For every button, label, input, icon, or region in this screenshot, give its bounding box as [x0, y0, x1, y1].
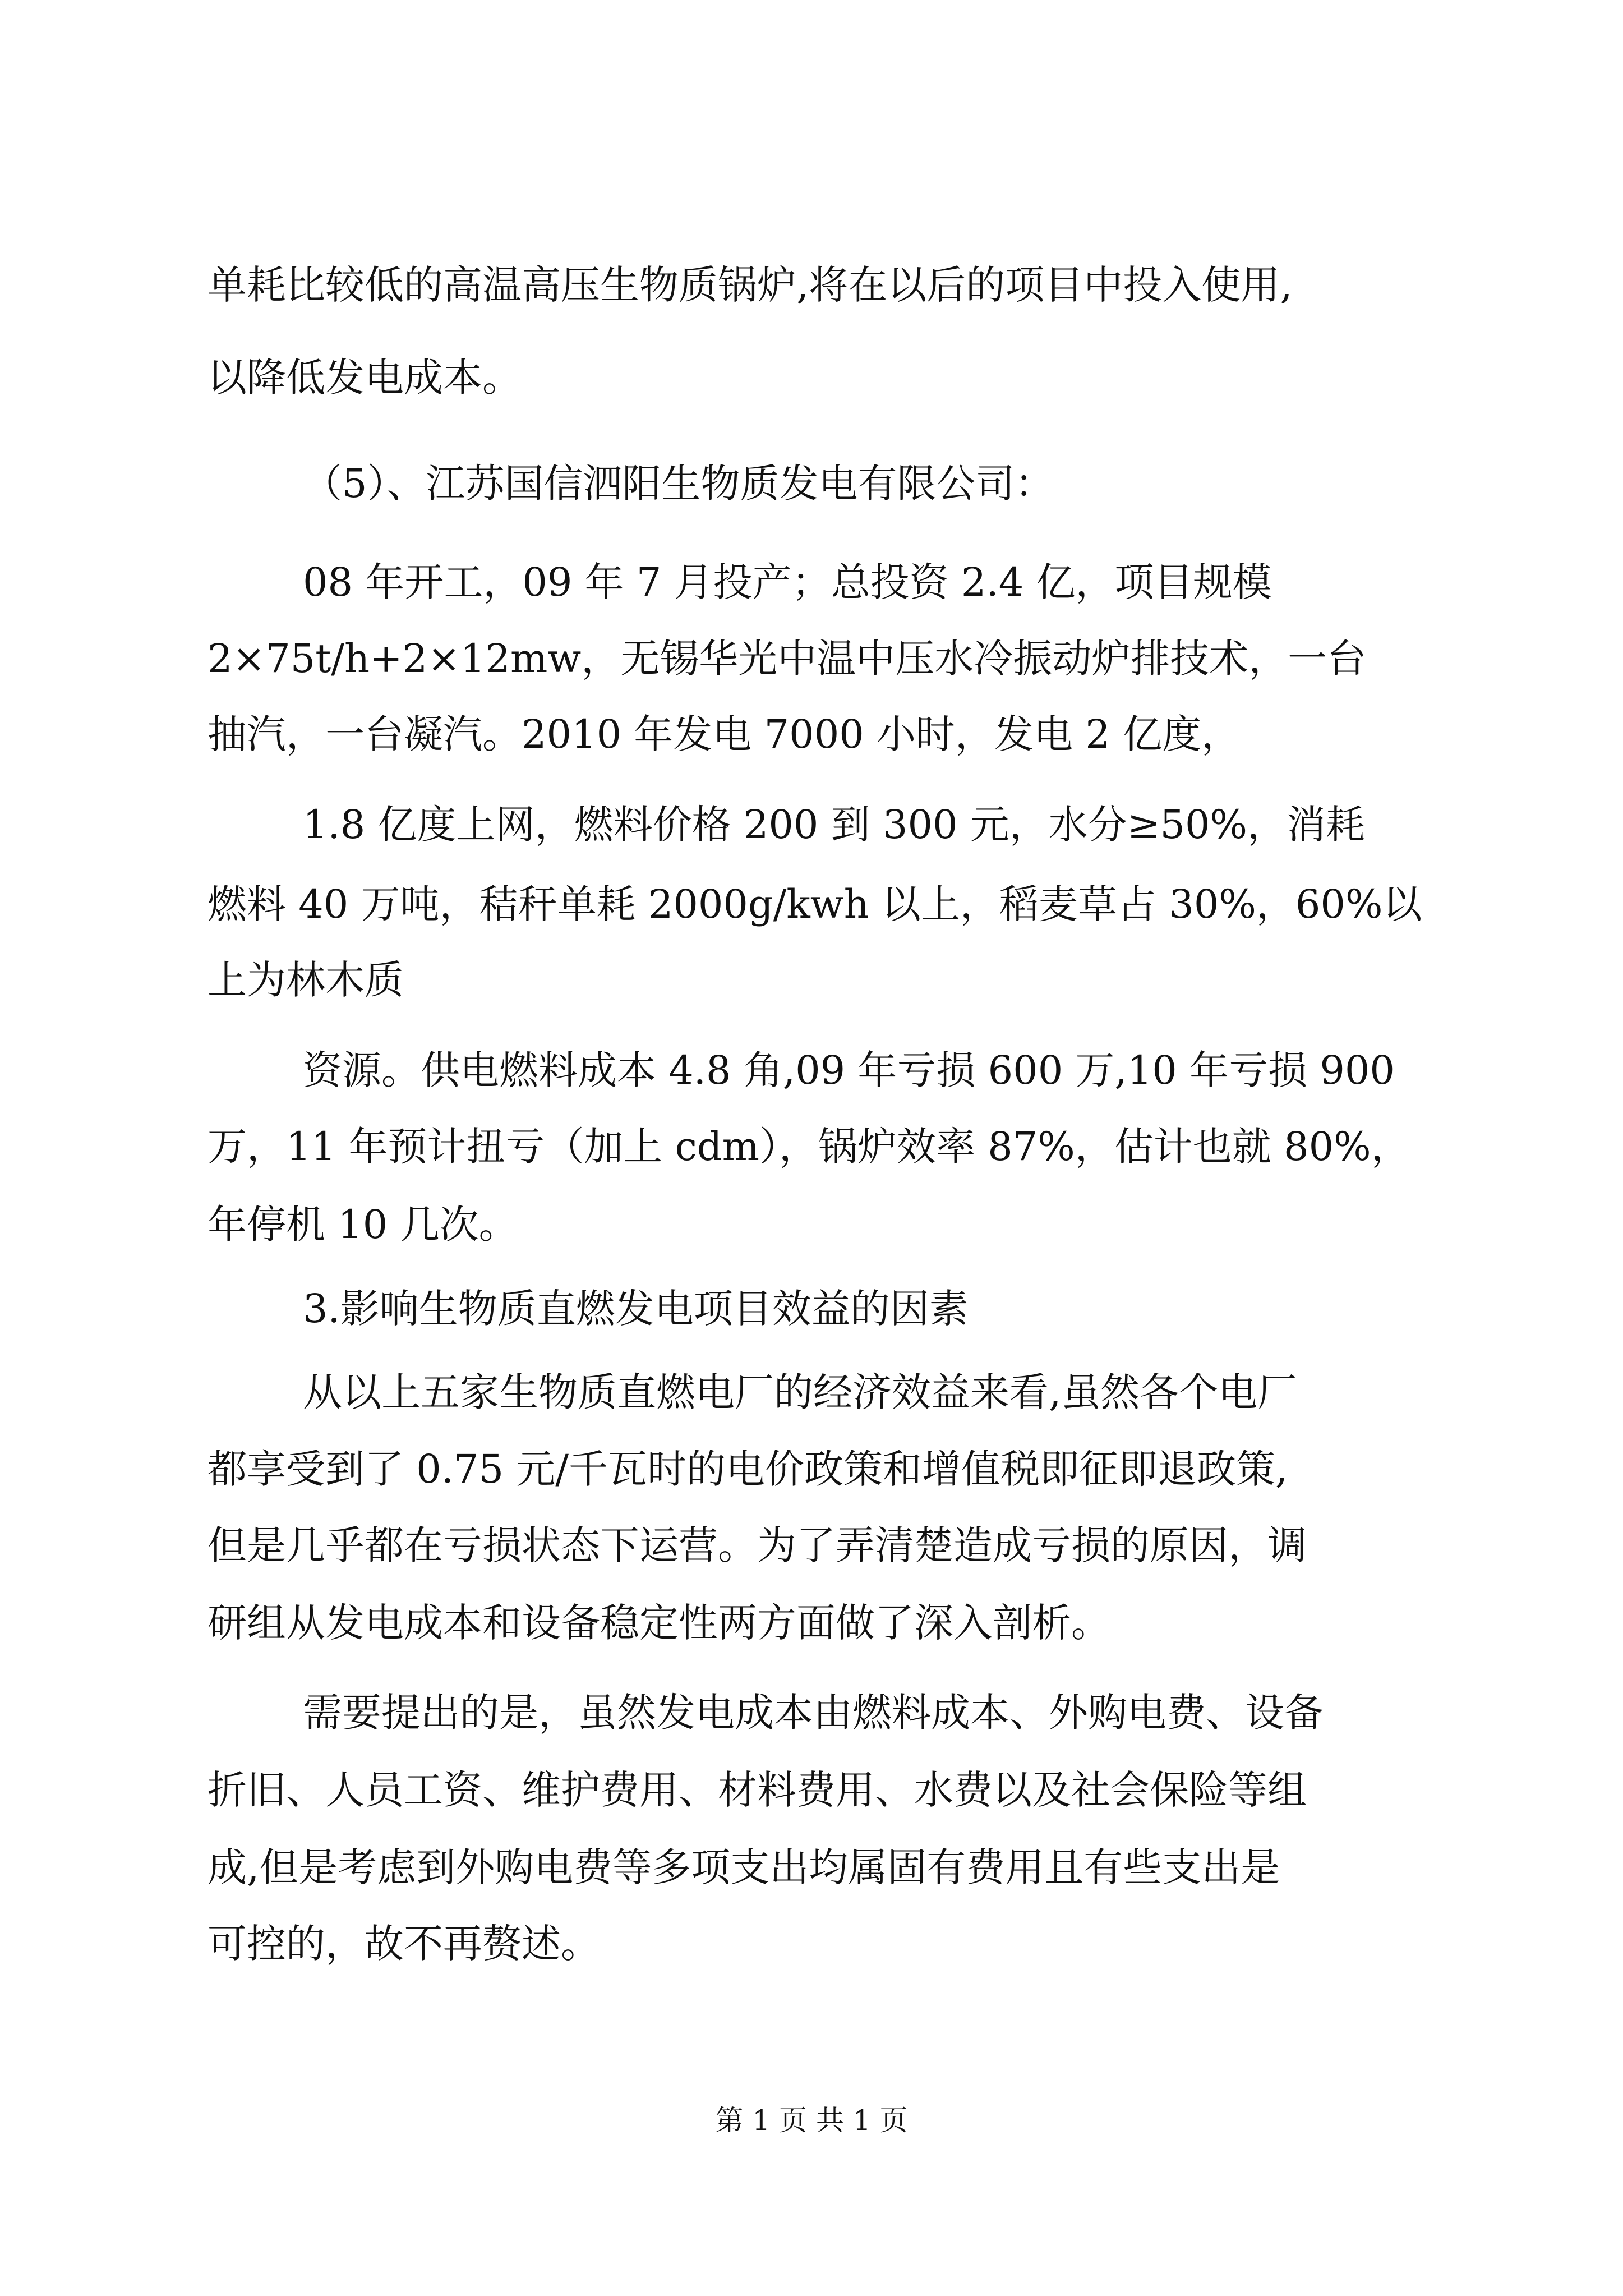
text-line: 但是几乎都在亏损状态下运营。为了弄清楚造成亏损的原因，调 [208, 1522, 1307, 1568]
text-line: 万，11 年预计扭亏（加上 cdm），锅炉效率 87%，估计也就 80%， [208, 1124, 1410, 1170]
text-line: 需要提出的是，虽然发电成本由燃料成本、外购电费、设备 [303, 1690, 1324, 1736]
text-line: 抽汽，一台凝汽。2010 年发电 7000 小时，发电 2 亿度， [208, 711, 1241, 757]
section-heading: 3.影响生物质直燃发电项目效益的因素 [303, 1286, 969, 1332]
text-line: 从以上五家生物质直燃电厂的经济效益来看,虽然各个电厂 [303, 1369, 1297, 1415]
text-line: 燃料 40 万吨，秸秆单耗 2000g/kwh 以上，稻麦草占 30%，60%以 [208, 881, 1422, 927]
text-line: 研组从发电成本和设备稳定性两方面做了深入剖析。 [208, 1600, 1110, 1646]
text-line: 资源。供电燃料成本 4.8 角,09 年亏损 600 万,10 年亏损 900 [303, 1047, 1395, 1093]
text-line: 可控的，故不再赘述。 [208, 1921, 600, 1967]
page-footer: 第 1 页 共 1 页 [715, 2104, 908, 2137]
text-line: 2×75t/h+2×12mw，无锡华光中温中压水冷振动炉排技术，一台 [208, 636, 1367, 682]
text-line: 以降低发电成本。 [208, 355, 522, 401]
text-line: 08 年开工，09 年 7 月投产；总投资 2.4 亿，项目规模 [303, 559, 1272, 605]
text-line: 单耗比较低的高温高压生物质锅炉,将在以后的项目中投入使用, [208, 262, 1293, 308]
text-line: 上为林木质 [208, 957, 404, 1003]
text-line: 1.8 亿度上网，燃料价格 200 到 300 元，水分≥50%，消耗 [303, 802, 1366, 848]
text-line: 年停机 10 几次。 [208, 1202, 518, 1248]
section-heading: （5）、江苏国信泗阳生物质发电有限公司： [303, 461, 1054, 507]
text-line: 都享受到了 0.75 元/千瓦时的电价政策和增值税即征即退政策, [208, 1446, 1288, 1492]
text-line: 成,但是考虑到外购电费等多项支出均属固有费用且有些支出是 [208, 1844, 1280, 1890]
text-line: 折旧、人员工资、维护费用、材料费用、水费以及社会保险等组 [208, 1767, 1307, 1813]
